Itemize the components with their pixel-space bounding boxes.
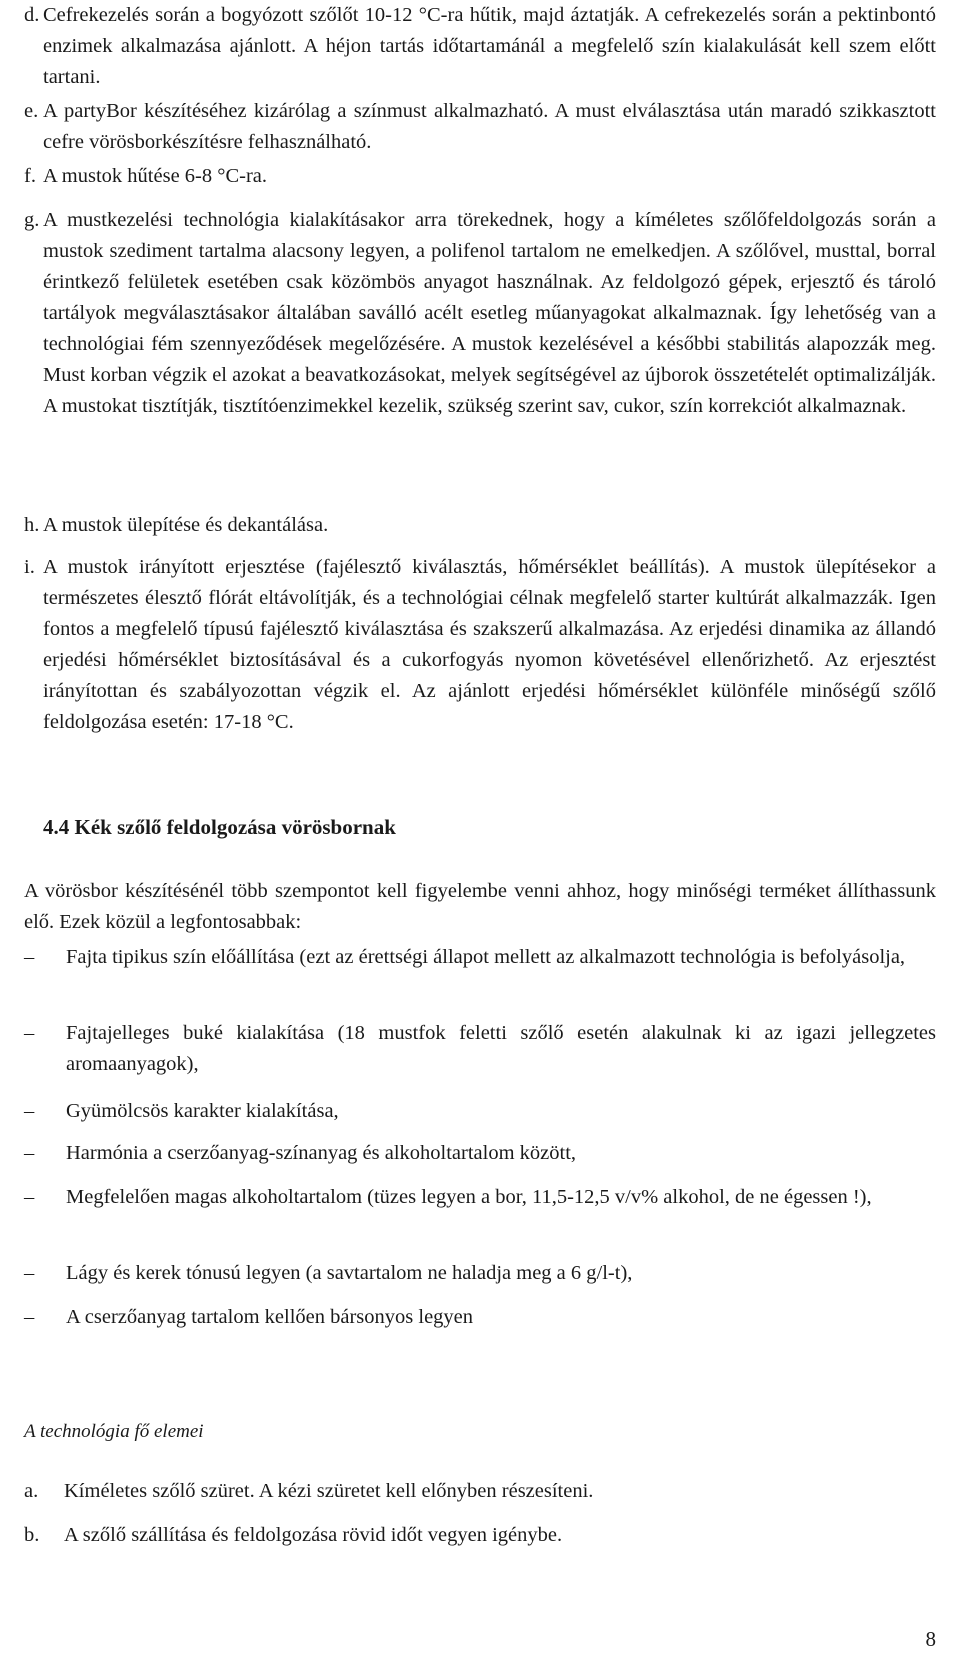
list-item-d	[24, 0, 936, 93]
dash-list-item	[24, 1258, 936, 1289]
dash-list-item	[24, 1182, 936, 1213]
list-item-text: Kíméletes szőlő szüret. A kézi szüretet kell előnyben részesíteni.	[64, 1480, 594, 1502]
dash-item-text: A cserzőanyag tartalom kellően bársonyos legyen	[66, 1306, 474, 1328]
list-item-text: A szőlő szállítása és feldolgozása rövid időt vegyen igénybe.	[64, 1524, 563, 1546]
list-item-a	[24, 1476, 936, 1507]
list-item-g	[24, 205, 936, 422]
list-marker: f.	[24, 165, 36, 187]
dash-item-text: Fajtajelleges buké kialakítása (18 mustfok feletti szőlő esetén alakulnak ki az igazi jellegzetes aromaanyagok),	[66, 1022, 936, 1075]
section-heading: 4.4 Kék szőlő feldolgozása vörösbornak	[43, 815, 396, 839]
dash-item-text: Fajta tipikus szín előállítása (ezt az érettségi állapot mellett az alkalmazott technológia is befolyásolja,	[66, 946, 906, 968]
dash-item-text: Gyümölcsös karakter kialakítása,	[66, 1100, 339, 1122]
dash-marker: –	[24, 1142, 35, 1164]
page-number: 8	[925, 1627, 936, 1651]
list-marker: h.	[24, 514, 40, 536]
list-item-text: Cefrekezelés során a bogyózott szőlőt 10-12 °C-ra hűtik, majd áztatják. A cefrekezelés során a pektinbontó enzimek alkalmazása ajánlott. A héjon tartás időtartamánál a megfelelő szín kialakulását kell szem előtt tartani.	[43, 4, 936, 88]
dash-list-item	[24, 1138, 936, 1169]
list-item-h	[24, 510, 936, 541]
intro-paragraph: A vörösbor készítésénél több szempontot kell figyelembe venni ahhoz, hogy minőségi terméket állíthassunk elő. Ezek közül a legfontosabbak:	[24, 880, 936, 933]
dash-list-item	[24, 1302, 936, 1333]
list-item-text: A mustok irányított erjesztése (fajélesztő kiválasztás, hőmérséklet beállítás). A mustok ülepítésekor a természetes élesztő flórát eltávolítják, és a technológiai célnak megfelelő starter kultúrát alkalmazzák. Igen fontos a megfelelő típusú fajélesztő kiválasztása és szakszerű alkalmazása. Az erjedési dinamika az állandó erjedési hőmérséklet biztosításával és a cukorfogyás nyomon követésével ellenőrizhető. Az erjesztést irányítottan és szabályozottan végzik el. Az ajánlott erjedési hőmérséklet különféle minőségű szőlő feldolgozása esetén: 17-18 °C.	[43, 556, 936, 733]
list-item-text: A mustok hűtése 6-8 °C-ra.	[43, 165, 267, 187]
list-item-e	[24, 96, 936, 158]
subheading: A technológia fő elemei	[24, 1421, 204, 1442]
list-marker: g.	[24, 209, 40, 231]
dash-marker: –	[24, 1306, 35, 1328]
list-item-text: A partyBor készítéséhez kizárólag a színmust alkalmazható. A must elválasztása után maradó szikkasztott cefre vörösborkészítésre felhasználható.	[43, 100, 936, 153]
list-item-text: A mustok ülepítése és dekantálása.	[43, 514, 329, 536]
dash-list-item	[24, 1096, 936, 1127]
dash-marker: –	[24, 946, 35, 968]
dash-marker: –	[24, 1100, 35, 1122]
list-item-text: A mustkezelési technológia kialakításakor arra törekednek, hogy a kíméletes szőlőfeldolgozás során a mustok szediment tartalma alacsony legyen, a polifenol tartalom ne emelkedjen. A szőlővel, musttal, borral érintkező felületek esetében csak közömbös anyagot használnak. Az feldolgozó gépek, erjesztő és tároló tartályok megválasztásakor általában saválló acélt esetleg műanyagokat alkalmaznak. Így lehetőség van a technológiai fém szennyeződések megelőzésére. A mustok kezelésével a későbbi stabilitás alapozzák meg. Must korban végzik el azokat a beavatkozásokat, melyek segítségével az újborok összetételét optimalizálják. A mustokat tisztítják, tisztítóenzimekkel kezelik, szükség szerint sav, cukor, szín korrekciót alkalmaznak.	[43, 209, 936, 417]
list-item-f	[24, 161, 936, 192]
dash-list-item	[24, 1018, 936, 1080]
dash-marker: –	[24, 1186, 35, 1208]
dash-item-text: Lágy és kerek tónusú legyen (a savtartalom ne haladja meg a 6 g/l-t),	[66, 1262, 633, 1284]
list-marker: d.	[24, 4, 40, 26]
list-marker: b.	[24, 1524, 40, 1546]
list-item-b	[24, 1520, 936, 1551]
list-marker: i.	[24, 556, 35, 578]
dash-marker: –	[24, 1022, 35, 1044]
dash-item-text: Harmónia a cserzőanyag-színanyag és alkoholtartalom között,	[66, 1142, 577, 1164]
dash-item-text: Megfelelően magas alkoholtartalom (tüzes legyen a bor, 11,5-12,5 v/v% alkohol, de ne égessen !),	[66, 1186, 872, 1208]
list-marker: e.	[24, 100, 39, 122]
dash-list-item	[24, 942, 936, 973]
list-marker: a.	[24, 1480, 39, 1502]
list-item-i	[24, 552, 936, 738]
dash-marker: –	[24, 1262, 35, 1284]
